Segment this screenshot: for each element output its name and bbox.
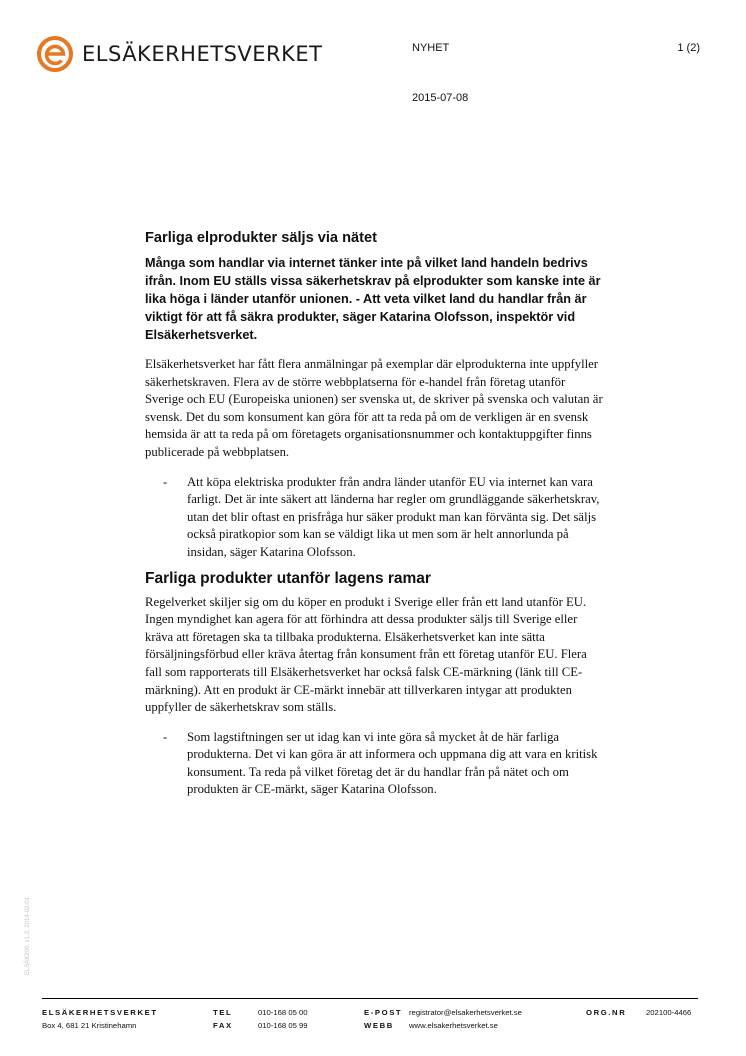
footer-email-label: E-POST — [364, 1008, 403, 1017]
footer-divider — [42, 998, 698, 999]
article-paragraph-1: Elsäkerhetsverket har fått flera anmälningar på exemplar där elprodukterna inte uppfyller säkerhetskraven. Flera av de större webbplatserna för e-handel från företag utanför Sverige och EU (Europeiska unionen) ser svenska ut, de skriver på svenska och valutan är svensk. Det du som konsument kan göra för att ta reda på om de verkligen är en svensk hemsida är att ta reda på om företagets organisationsnummer och kontaktuppgifter finns publicerade på webbplatsen. — [145, 357, 603, 459]
footer-fax-label: FAX — [213, 1021, 233, 1030]
template-code: ELSÄK200, v1.2, 2014-02-01 — [25, 896, 31, 975]
footer-orgnr-value: 202100-4466 — [646, 1008, 692, 1017]
article-subtitle: Farliga produkter utanför lagens ramar — [145, 569, 431, 587]
quote-1-text: Att köpa elektriska produkter från andra länder utanför EU via internet kan vara farligt. Det är inte säkert att länderna har regler om grundläggande säkerhetskrav, utan det blir oftast en prisfråga hur säker produkt man kan förvänta sig. Det säljs också piratkopior som kan se väldigt lika ut men som är helt annorlunda på insidan, säger Katarina Olofsson. — [187, 474, 600, 559]
page-number: 1 (2) — [677, 42, 700, 54]
footer-orgnr-label — [586, 1006, 626, 1019]
footer-address: Box 4, 681 21 Kristinehamn — [42, 1021, 137, 1030]
footer-tel-label: TEL — [213, 1008, 233, 1017]
footer-organization — [42, 1006, 158, 1032]
document-date: 2015-07-08 — [412, 92, 469, 104]
article — [145, 230, 605, 807]
quote-dash: - — [163, 729, 168, 744]
quote-2-text: Som lagstiftningen ser ut idag kan vi inte göra så mycket åt de här farliga produkterna. Det vi kan göra är att informera och uppmana dig att vara en kritisk konsument. Ta reda på vilket företag det är du handlar från på nätet och om produkten är CE-märkt, säger Katarina Olofsson. — [187, 729, 598, 797]
quote-1 — [145, 474, 605, 562]
quote-2 — [145, 729, 605, 799]
footer-org-name: ELSÄKERHETSVERKET — [42, 1008, 158, 1017]
article-title: Farliga elprodukter säljs via nätet — [145, 230, 377, 246]
footer-labels-phone — [213, 1006, 233, 1032]
footer-orgnr-label-text: ORG.NR — [586, 1008, 627, 1017]
footer-tel[interactable]: 010-168 05 00 — [258, 1008, 308, 1017]
footer-phone-values — [258, 1006, 308, 1032]
document-type: NYHET — [412, 42, 450, 54]
logo — [36, 35, 323, 73]
quote-dash: - — [163, 474, 168, 489]
footer-web-values — [409, 1006, 522, 1032]
article-paragraph-2: Regelverket skiljer sig om du köper en produkt i Sverige eller från ett land utanför EU. Ingen myndighet kan agera för att förhindra att dessa produkter säljs till Sverige eller kräva att företagen ska ta tillbaka produkterna. Elsäkerhetsverket kan inte sätta försäljningsförbud eller kräva återtag från konsument från ett företag utanför EU. Flera fall som rapporterats till Elsäkerhetsverket har också falsk CE-märkning (länk till CE-märkning). Att en produkt är CE-märkt innebär att tillverkaren intygar att produkten uppfyller de säkerhetskrav som ställs. — [145, 594, 587, 715]
footer-orgnr — [646, 1006, 691, 1019]
article-lead: Många som handlar via internet tänker inte på vilket land handeln bedrivs ifrån. Inom EU ställs vissa säkerhetskrav på elprodukter som kanske inte är lika höga i länder utanför unionen. - Att veta vilket land du handlar från är viktigt för att få säkra produkter, säger Katarina Olofsson, inspektör vid Elsäkerhetsverket. — [145, 256, 601, 342]
logo-mark-icon — [36, 35, 74, 73]
footer-web-link[interactable]: www.elsakerhetsverket.se — [409, 1021, 498, 1030]
logo-name: ELSÄKERHETSVERKET — [82, 42, 323, 66]
footer-email-link[interactable]: registrator@elsakerhetsverket.se — [409, 1008, 522, 1017]
footer-web-label: WEBB — [364, 1021, 394, 1030]
footer-fax: 010-168 05 99 — [258, 1021, 308, 1030]
footer-labels-web — [364, 1006, 402, 1032]
